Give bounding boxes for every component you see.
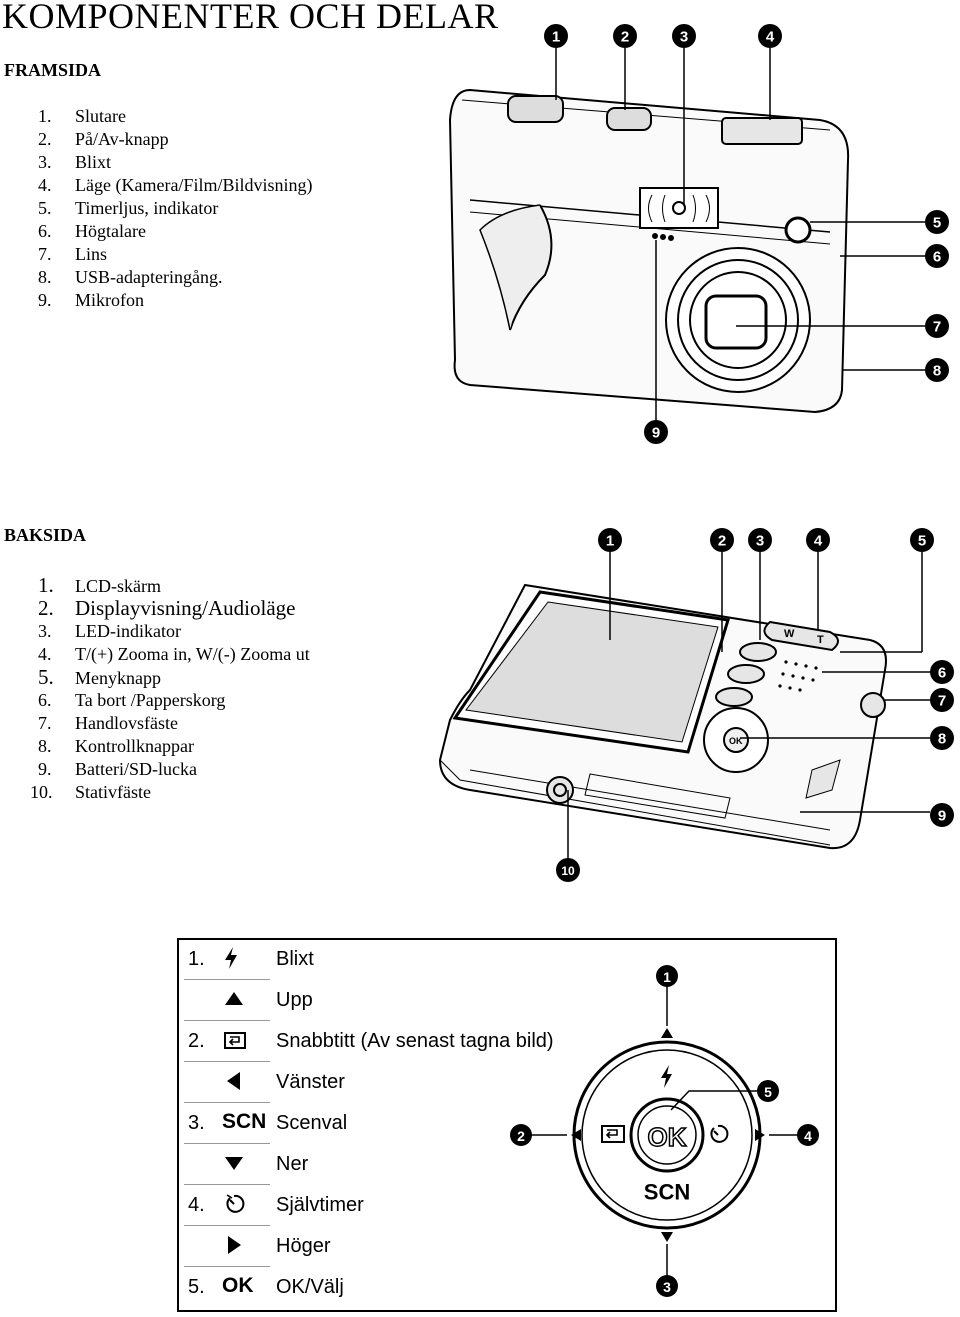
scene-symbol: SCN bbox=[222, 1110, 267, 1133]
svg-text:1: 1 bbox=[551, 28, 561, 46]
callout-9 bbox=[644, 420, 668, 444]
front-parts-list bbox=[0, 105, 312, 312]
callout-5 bbox=[757, 1080, 779, 1102]
callout-2 bbox=[710, 528, 734, 552]
zoom-tele-label: T bbox=[817, 634, 824, 646]
legend-row: Vänster bbox=[184, 1065, 764, 1103]
svg-text:6: 6 bbox=[932, 248, 942, 266]
svg-text:7: 7 bbox=[937, 692, 947, 710]
dial-left-arrow bbox=[571, 1129, 581, 1141]
svg-text:5: 5 bbox=[917, 532, 927, 550]
back-heading: BAKSIDA bbox=[4, 525, 87, 545]
list-item: 3. LED-indikator bbox=[38, 621, 181, 641]
callout-1 bbox=[598, 528, 622, 552]
control-buttons-legend bbox=[177, 938, 837, 1312]
list-item: 6. Ta bort /Papperskorg bbox=[38, 690, 226, 710]
callout-5 bbox=[925, 210, 949, 234]
page-title: KOMPONENTER OCH DELAR bbox=[2, 0, 499, 36]
control-dial-diagram bbox=[509, 960, 829, 1300]
callout-7 bbox=[930, 688, 954, 712]
arrow-right-icon bbox=[222, 1233, 270, 1263]
svg-text:8: 8 bbox=[937, 730, 947, 748]
svg-text:3: 3 bbox=[663, 1279, 671, 1295]
legend-row: 5. OK OK/Välj bbox=[188, 1274, 344, 1298]
legend-row: 1. Blixt bbox=[184, 942, 764, 980]
svg-text:2: 2 bbox=[620, 28, 630, 46]
list-item: 2. Displayvisning/Audioläge bbox=[38, 596, 296, 620]
list-item: 10. Stativfäste bbox=[30, 782, 151, 802]
callout-1 bbox=[656, 965, 678, 987]
zoom-wide-label: W bbox=[784, 628, 795, 640]
dial-quickview-icon bbox=[602, 1126, 624, 1142]
callout-3 bbox=[748, 528, 772, 552]
svg-text:3: 3 bbox=[755, 532, 765, 550]
list-item: 9. Batteri/SD-lucka bbox=[38, 759, 197, 779]
list-item: 4. T/(+) Zooma in, W/(-) Zooma ut bbox=[38, 644, 310, 664]
callout-4 bbox=[806, 528, 830, 552]
legend-row: Ner bbox=[184, 1147, 764, 1185]
list-item: 3. Blixt bbox=[38, 152, 112, 172]
arrow-up-icon bbox=[222, 987, 270, 1017]
dial-self-timer-icon bbox=[711, 1126, 727, 1142]
callout-2 bbox=[613, 24, 637, 48]
list-item: 7. Handlovsfäste bbox=[38, 713, 178, 733]
camera-back-diagram bbox=[430, 525, 960, 885]
dial-down-arrow bbox=[661, 1232, 673, 1242]
dial-ok-label: OK bbox=[647, 1122, 687, 1152]
ok-symbol: OK bbox=[222, 1274, 254, 1297]
list-item: 1. LCD-skärm bbox=[38, 573, 161, 597]
svg-text:10: 10 bbox=[561, 864, 575, 878]
list-item: 9. Mikrofon bbox=[38, 290, 144, 310]
callout-2 bbox=[510, 1124, 532, 1146]
svg-text:4: 4 bbox=[813, 532, 823, 550]
svg-text:9: 9 bbox=[651, 424, 661, 442]
list-item: 7. Lins bbox=[38, 244, 108, 264]
self-timer-icon bbox=[222, 1192, 270, 1222]
arrow-left-icon bbox=[222, 1069, 270, 1099]
flash-icon bbox=[222, 946, 270, 976]
callout-3 bbox=[656, 1275, 678, 1297]
quickview-icon bbox=[222, 1028, 270, 1058]
callout-8 bbox=[925, 358, 949, 382]
ok-label: OK bbox=[729, 736, 743, 746]
dial-flash-icon bbox=[661, 1065, 672, 1088]
svg-text:5: 5 bbox=[764, 1084, 772, 1100]
callout-5 bbox=[910, 528, 934, 552]
svg-text:2: 2 bbox=[717, 532, 727, 550]
arrow-down-icon bbox=[222, 1151, 270, 1181]
svg-text:8: 8 bbox=[932, 362, 942, 380]
callout-4 bbox=[797, 1124, 819, 1146]
list-item: 1. Slutare bbox=[38, 106, 126, 126]
legend-row: Höger bbox=[184, 1229, 764, 1267]
back-parts-list bbox=[0, 574, 310, 804]
list-item: 5. Menyknapp bbox=[38, 665, 161, 689]
svg-text:4: 4 bbox=[765, 28, 775, 46]
camera-front-diagram bbox=[430, 15, 960, 455]
svg-text:9: 9 bbox=[937, 807, 947, 825]
legend-row: 4. Självtimer bbox=[184, 1188, 764, 1226]
callout-6 bbox=[925, 244, 949, 268]
dial-scn-label: SCN bbox=[643, 1179, 691, 1205]
svg-text:2: 2 bbox=[517, 1128, 525, 1144]
legend-row: 3. SCN Scenval bbox=[184, 1106, 764, 1144]
callout-1 bbox=[544, 24, 568, 48]
svg-text:1: 1 bbox=[663, 969, 671, 985]
list-item: 4. Läge (Kamera/Film/Bildvisning) bbox=[38, 175, 313, 195]
svg-text:5: 5 bbox=[932, 214, 942, 232]
callout-6 bbox=[930, 660, 954, 684]
list-item: 8. USB-adapteringång. bbox=[38, 267, 223, 287]
legend-row: 2. Snabbtitt (Av senast tagna bild) bbox=[184, 1024, 764, 1062]
list-item: 5. Timerljus, indikator bbox=[38, 198, 219, 218]
list-item: 2. På/Av-knapp bbox=[38, 129, 169, 149]
callout-10 bbox=[556, 858, 580, 882]
legend-row: Upp bbox=[184, 983, 764, 1021]
list-item: 8. Kontrollknappar bbox=[38, 736, 194, 756]
front-heading: FRAMSIDA bbox=[4, 60, 101, 80]
list-item: 6. Högtalare bbox=[38, 221, 146, 241]
svg-text:6: 6 bbox=[937, 664, 947, 682]
callout-7 bbox=[925, 314, 949, 338]
svg-text:1: 1 bbox=[605, 532, 615, 550]
callout-3 bbox=[672, 24, 696, 48]
callout-9 bbox=[930, 803, 954, 827]
svg-text:3: 3 bbox=[679, 28, 689, 46]
dial-up-arrow bbox=[661, 1028, 673, 1038]
callout-8 bbox=[930, 726, 954, 750]
callout-4 bbox=[758, 24, 782, 48]
svg-text:7: 7 bbox=[932, 318, 942, 336]
svg-text:4: 4 bbox=[804, 1128, 812, 1144]
